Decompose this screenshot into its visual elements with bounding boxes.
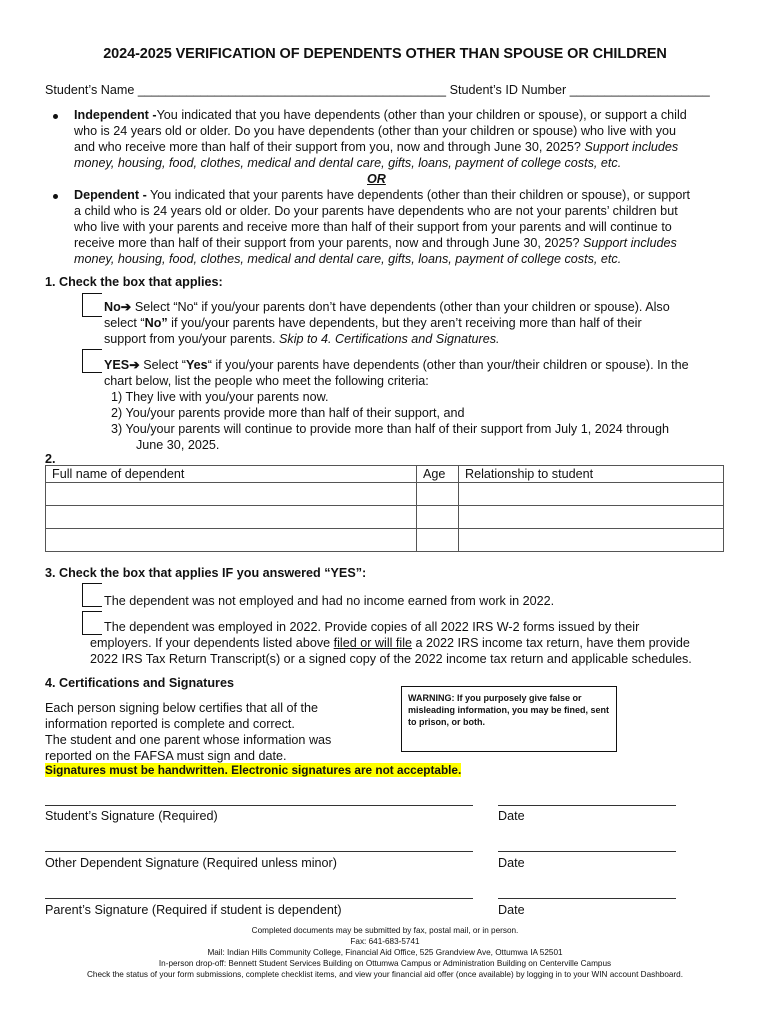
independent-line-2: who is 24 years old or older. Do you have dependents (other than your children or spouse) who live with you bbox=[74, 124, 677, 138]
dependent-line-4 bbox=[74, 235, 677, 251]
employed-checkbox[interactable] bbox=[82, 611, 102, 635]
dependent-name-cell[interactable] bbox=[46, 529, 417, 552]
certification-text: Each person signing below certifies that all of the bbox=[45, 701, 319, 715]
student-fields-row bbox=[45, 82, 710, 98]
form-title: 2024-2025 VERIFICATION OF DEPENDENTS OTHER THAN SPOUSE OR CHILDREN bbox=[103, 46, 667, 62]
bullet-icon bbox=[53, 114, 58, 119]
student-date-line[interactable] bbox=[498, 805, 676, 806]
student-id-label: Student’s ID Number bbox=[449, 83, 567, 97]
footer-line: Check the status of your form submissions, complete checklist items, and view your financial aid offer (once available) by logging in to your WIN account Dashboard. bbox=[86, 970, 683, 979]
dependent-text-4b: Support includes bbox=[582, 236, 677, 250]
dependent-relationship-cell[interactable] bbox=[459, 506, 724, 529]
parent-date-line[interactable] bbox=[498, 898, 676, 899]
table-row bbox=[46, 529, 724, 552]
independent-text-3a: and who receive more than half of their support from you, now and through June 30, 2025? bbox=[74, 140, 581, 154]
table-header-row bbox=[46, 466, 724, 483]
no-text-2a: select “ bbox=[104, 316, 145, 330]
no-text-1: Select “No“ if you/your parents don’t have dependents (other than your children or spouse). Also bbox=[134, 300, 670, 314]
independent-label: Independent - bbox=[74, 108, 157, 122]
section-4-heading: 4. Certifications and Signatures bbox=[45, 676, 234, 690]
arrow-right-icon: ➔ bbox=[120, 300, 132, 314]
warning-box: WARNING: If you purposely give false or misleading information, you may be fined, sent to prison, or both. bbox=[401, 686, 617, 752]
section-3-heading: 3. Check the box that applies IF you answered “YES”: bbox=[45, 566, 367, 580]
parent-signature-label: Parent’s Signature (Required if student is dependent) bbox=[45, 903, 342, 917]
column-header-name: Full name of dependent bbox=[46, 466, 417, 483]
dependent-age-cell[interactable] bbox=[417, 483, 459, 506]
yes-text-1c: “ if you/your parents have dependents (other than your/their children or spouse). In the bbox=[207, 358, 689, 372]
or-separator: OR bbox=[367, 172, 386, 186]
criteria-item-continued: June 30, 2025. bbox=[136, 438, 220, 452]
yes-option-line-1 bbox=[104, 357, 689, 373]
student-name-field[interactable]: ____________________________________________ bbox=[137, 83, 447, 97]
dependent-line-5: money, housing, food, clothes, medical and dental care, gifts, loans, payment of college costs, etc. bbox=[74, 252, 622, 266]
other-dependent-date-label: Date bbox=[498, 856, 525, 870]
footer-line: In-person drop-off: Bennett Student Services Building on Ottumwa Campus or Administration Building on Centerville Campus bbox=[158, 959, 612, 968]
no-text-3a: support from you/your parents. bbox=[104, 332, 279, 346]
employed-text-2c: a 2022 IRS income tax return, have them provide bbox=[412, 636, 690, 650]
certification-text: reported on the FAFSA must sign and date. bbox=[45, 749, 287, 763]
section-2-number: 2. bbox=[45, 452, 56, 466]
no-checkbox[interactable] bbox=[82, 293, 102, 317]
employed-text-2b: filed or will file bbox=[333, 636, 413, 650]
student-date-label: Date bbox=[498, 809, 525, 823]
student-id-field[interactable]: ____________________ bbox=[569, 83, 710, 97]
dependent-label: Dependent - bbox=[74, 188, 147, 202]
dependent-text-1: You indicated that your parents have dependents (other than their children or spouse), or support bbox=[150, 188, 691, 202]
yes-checkbox[interactable] bbox=[82, 349, 102, 373]
independent-line-3 bbox=[74, 139, 678, 155]
certification-text: The student and one parent whose information was bbox=[45, 733, 332, 747]
no-option-line-1 bbox=[104, 299, 670, 315]
other-dependent-signature-label: Other Dependent Signature (Required unless minor) bbox=[45, 856, 337, 870]
footer-line: Mail: Indian Hills Community College, Financial Aid Office, 525 Grandview Ave, Ottumwa IA 52501 bbox=[207, 948, 563, 957]
employed-option-line-3: 2022 IRS Tax Return Transcript(s) or a signed copy of the 2022 income tax return and applicable schedules. bbox=[90, 652, 692, 666]
student-name-label: Student’s Name bbox=[45, 83, 135, 97]
skip-instruction: Skip to 4. Certifications and Signatures. bbox=[279, 332, 500, 346]
table-row bbox=[46, 506, 724, 529]
no-option-line-3 bbox=[104, 331, 500, 347]
no-text-2b: No” bbox=[144, 316, 168, 330]
student-signature-line[interactable] bbox=[45, 805, 473, 806]
arrow-right-icon: ➔ bbox=[129, 358, 140, 372]
bullet-icon bbox=[53, 194, 58, 199]
column-header-age: Age bbox=[417, 466, 459, 483]
dependents-table bbox=[45, 465, 724, 552]
column-header-relationship: Relationship to student bbox=[459, 466, 724, 483]
criteria-item: 3) You/your parents will continue to provide more than half of their support from July 1, 2024 through bbox=[111, 422, 669, 436]
footer-line: Completed documents may be submitted by fax, postal mail, or in person. bbox=[251, 926, 519, 935]
independent-text-1: You indicated that you have dependents (other than your children or spouse), or support a child bbox=[156, 108, 687, 122]
independent-line-4: money, housing, food, clothes, medical and dental care, gifts, loans, payment of college costs, etc. bbox=[74, 156, 622, 170]
dependent-name-cell[interactable] bbox=[46, 483, 417, 506]
independent-text-3b: Support includes bbox=[584, 140, 679, 154]
criteria-item: 1) They live with you/your parents now. bbox=[111, 390, 329, 404]
dependent-age-cell[interactable] bbox=[417, 529, 459, 552]
not-employed-option: The dependent was not employed and had no income earned from work in 2022. bbox=[104, 594, 555, 608]
yes-label: YES bbox=[104, 358, 130, 372]
parent-date-label: Date bbox=[498, 903, 525, 917]
dependent-text-4a: receive more than half of their support from your parents, now and through June 30, 2025? bbox=[74, 236, 580, 250]
yes-text-1a: Select “ bbox=[143, 358, 186, 372]
criteria-item: 2) You/your parents provide more than half of their support, and bbox=[111, 406, 465, 420]
section-1-heading: 1. Check the box that applies: bbox=[45, 275, 223, 289]
certification-text: information reported is complete and correct. bbox=[45, 717, 295, 731]
student-signature-label: Student’s Signature (Required) bbox=[45, 809, 218, 823]
yes-text-1b: Yes bbox=[185, 358, 208, 372]
no-text-2c: if you/your parents have dependents, but they aren’t receiving more than half of their bbox=[167, 316, 642, 330]
dependent-line-3: who live with your parents and receive more than half of their support from your parents and will continue to bbox=[74, 220, 672, 234]
employed-option-line-2 bbox=[90, 635, 690, 651]
dependent-relationship-cell[interactable] bbox=[459, 483, 724, 506]
other-dependent-date-line[interactable] bbox=[498, 851, 676, 852]
dependent-relationship-cell[interactable] bbox=[459, 529, 724, 552]
handwritten-notice-text: Signatures must be handwritten. Electronic signatures are not acceptable. bbox=[45, 763, 462, 777]
yes-option-line-2: chart below, list the people who meet the following criteria: bbox=[104, 374, 429, 388]
footer-line: Fax: 641-683-5741 bbox=[350, 937, 420, 946]
independent-line-1 bbox=[74, 107, 687, 123]
handwritten-notice bbox=[45, 762, 461, 778]
dependent-name-cell[interactable] bbox=[46, 506, 417, 529]
dependent-age-cell[interactable] bbox=[417, 506, 459, 529]
parent-signature-line[interactable] bbox=[45, 898, 473, 899]
dependent-line-1 bbox=[74, 187, 690, 203]
table-row bbox=[46, 483, 724, 506]
dependent-line-2: a child who is 24 years old or older. Do your parents have dependents who are not your parents’ children but bbox=[74, 204, 678, 218]
other-dependent-signature-line[interactable] bbox=[45, 851, 473, 852]
no-label: No bbox=[104, 300, 121, 314]
no-option-line-2 bbox=[104, 315, 642, 331]
not-employed-checkbox[interactable] bbox=[82, 583, 102, 607]
employed-option-line-1: The dependent was employed in 2022. Provide copies of all 2022 IRS W-2 forms issued by their bbox=[104, 620, 640, 634]
employed-text-2a: employers. If your dependents listed above bbox=[90, 636, 334, 650]
